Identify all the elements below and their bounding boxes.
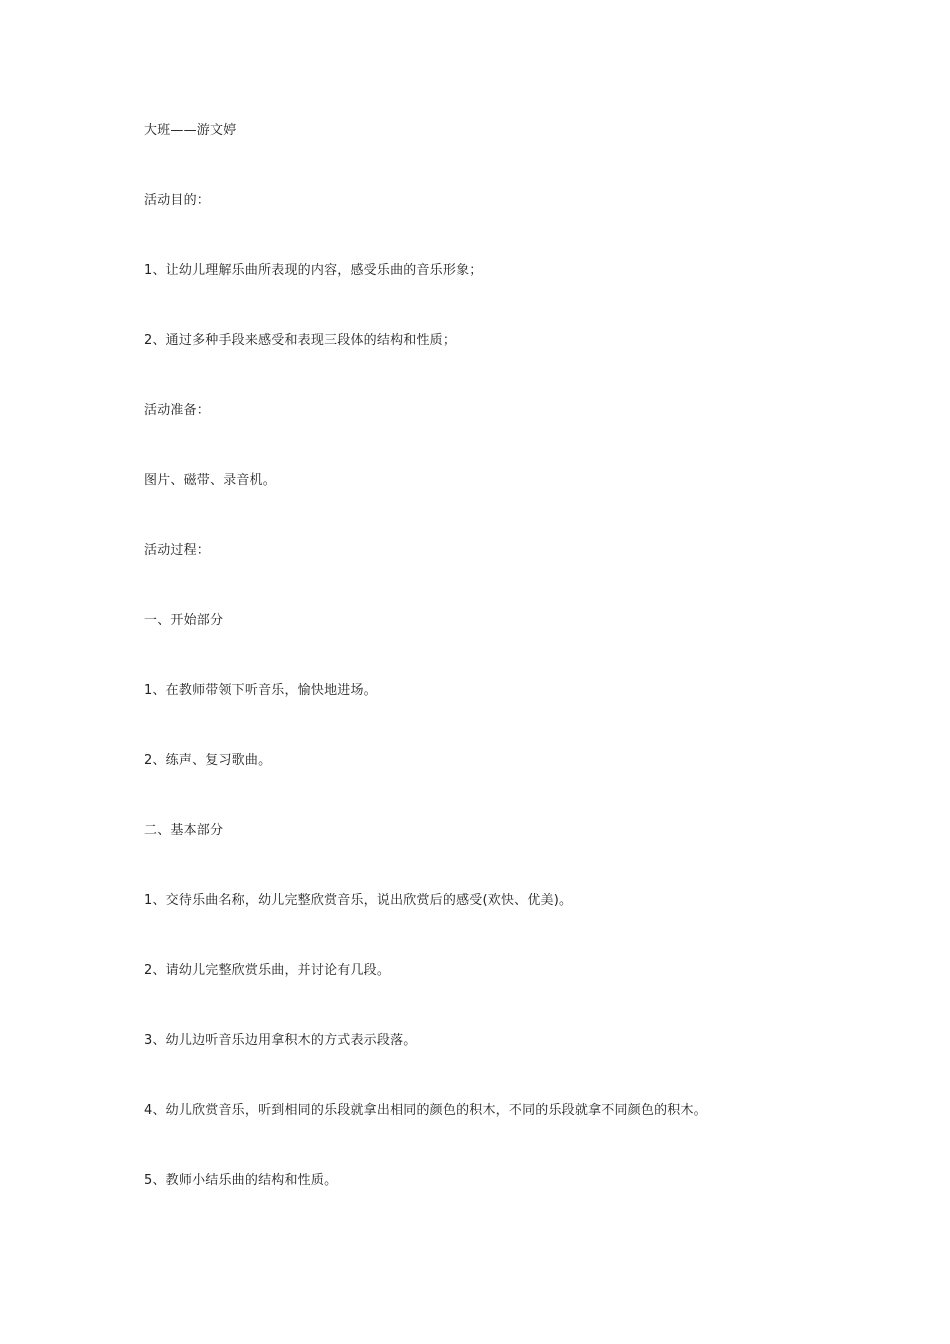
preparation-materials: 图片、磁带、录音机。 bbox=[144, 473, 277, 488]
basic-item-1: 1、交待乐曲名称，幼儿完整欣赏音乐，说出欣赏后的感受(欢快、优美)。 bbox=[144, 893, 573, 908]
basic-item-2: 2、请幼儿完整欣赏乐曲，并讨论有几段。 bbox=[144, 963, 391, 978]
start-item-1: 1、在教师带领下听音乐，愉快地进场。 bbox=[144, 683, 377, 698]
section-heading-preparation: 活动准备： bbox=[144, 403, 211, 418]
objective-item-1: 1、让幼儿理解乐曲所表现的内容，感受乐曲的音乐形象； bbox=[144, 263, 483, 278]
section-heading-process: 活动过程： bbox=[144, 543, 211, 558]
basic-item-5: 5、教师小结乐曲的结构和性质。 bbox=[144, 1173, 338, 1188]
start-item-2: 2、练声、复习歌曲。 bbox=[144, 753, 272, 768]
subsection-heading-start: 一、开始部分 bbox=[144, 613, 224, 628]
author-line: 大班——游文婷 bbox=[144, 123, 237, 138]
objective-item-2: 2、通过多种手段来感受和表现三段体的结构和性质； bbox=[144, 333, 457, 348]
basic-item-4: 4、幼儿欣赏音乐，听到相同的乐段就拿出相同的颜色的积木，不同的乐段就拿不同颜色的积木。 bbox=[144, 1103, 707, 1118]
basic-item-3: 3、幼儿边听音乐边用拿积木的方式表示段落。 bbox=[144, 1033, 417, 1048]
subsection-heading-basic: 二、基本部分 bbox=[144, 823, 224, 838]
section-heading-objectives: 活动目的： bbox=[144, 193, 211, 208]
